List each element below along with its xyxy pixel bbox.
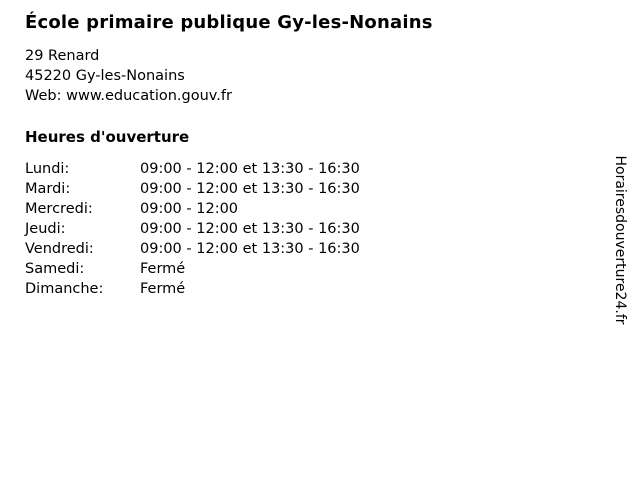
hours-row-mercredi [25, 199, 600, 219]
opening-hours-table [25, 159, 600, 299]
day-label: Vendredi: [25, 241, 94, 257]
day-label: Mercredi: [25, 201, 93, 217]
hours-value: Fermé [140, 261, 186, 277]
hours-row-lundi [25, 159, 600, 179]
site-watermark-vertical-text: Horairesdouverture24.fr [612, 155, 628, 325]
day-label: Jeudi: [25, 221, 66, 237]
hours-row-dimanche [25, 279, 600, 299]
page-title: École primaire publique Gy-les-Nonains [25, 12, 433, 33]
hours-value: Fermé [140, 281, 186, 297]
day-label: Lundi: [25, 161, 70, 177]
hours-row-mardi [25, 179, 600, 199]
hours-row-vendredi [25, 239, 600, 259]
address-line2: 45220 Gy-les-Nonains [25, 68, 185, 84]
website-line: Web: www.education.gouv.fr [25, 88, 232, 104]
address-block [25, 46, 600, 106]
day-label: Dimanche: [25, 281, 104, 297]
opening-hours-heading: Heures d'ouverture [25, 128, 190, 146]
hours-value: 09:00 - 12:00 et 13:30 - 16:30 [140, 181, 360, 197]
day-label: Samedi: [25, 261, 85, 277]
hours-value: 09:00 - 12:00 et 13:30 - 16:30 [140, 241, 360, 257]
hours-row-jeudi [25, 219, 600, 239]
address-line1: 29 Renard [25, 48, 100, 64]
hours-value: 09:00 - 12:00 et 13:30 - 16:30 [140, 161, 360, 177]
hours-row-samedi [25, 259, 600, 279]
hours-value: 09:00 - 12:00 [140, 201, 239, 217]
day-label: Mardi: [25, 181, 71, 197]
hours-value: 09:00 - 12:00 et 13:30 - 16:30 [140, 221, 360, 237]
